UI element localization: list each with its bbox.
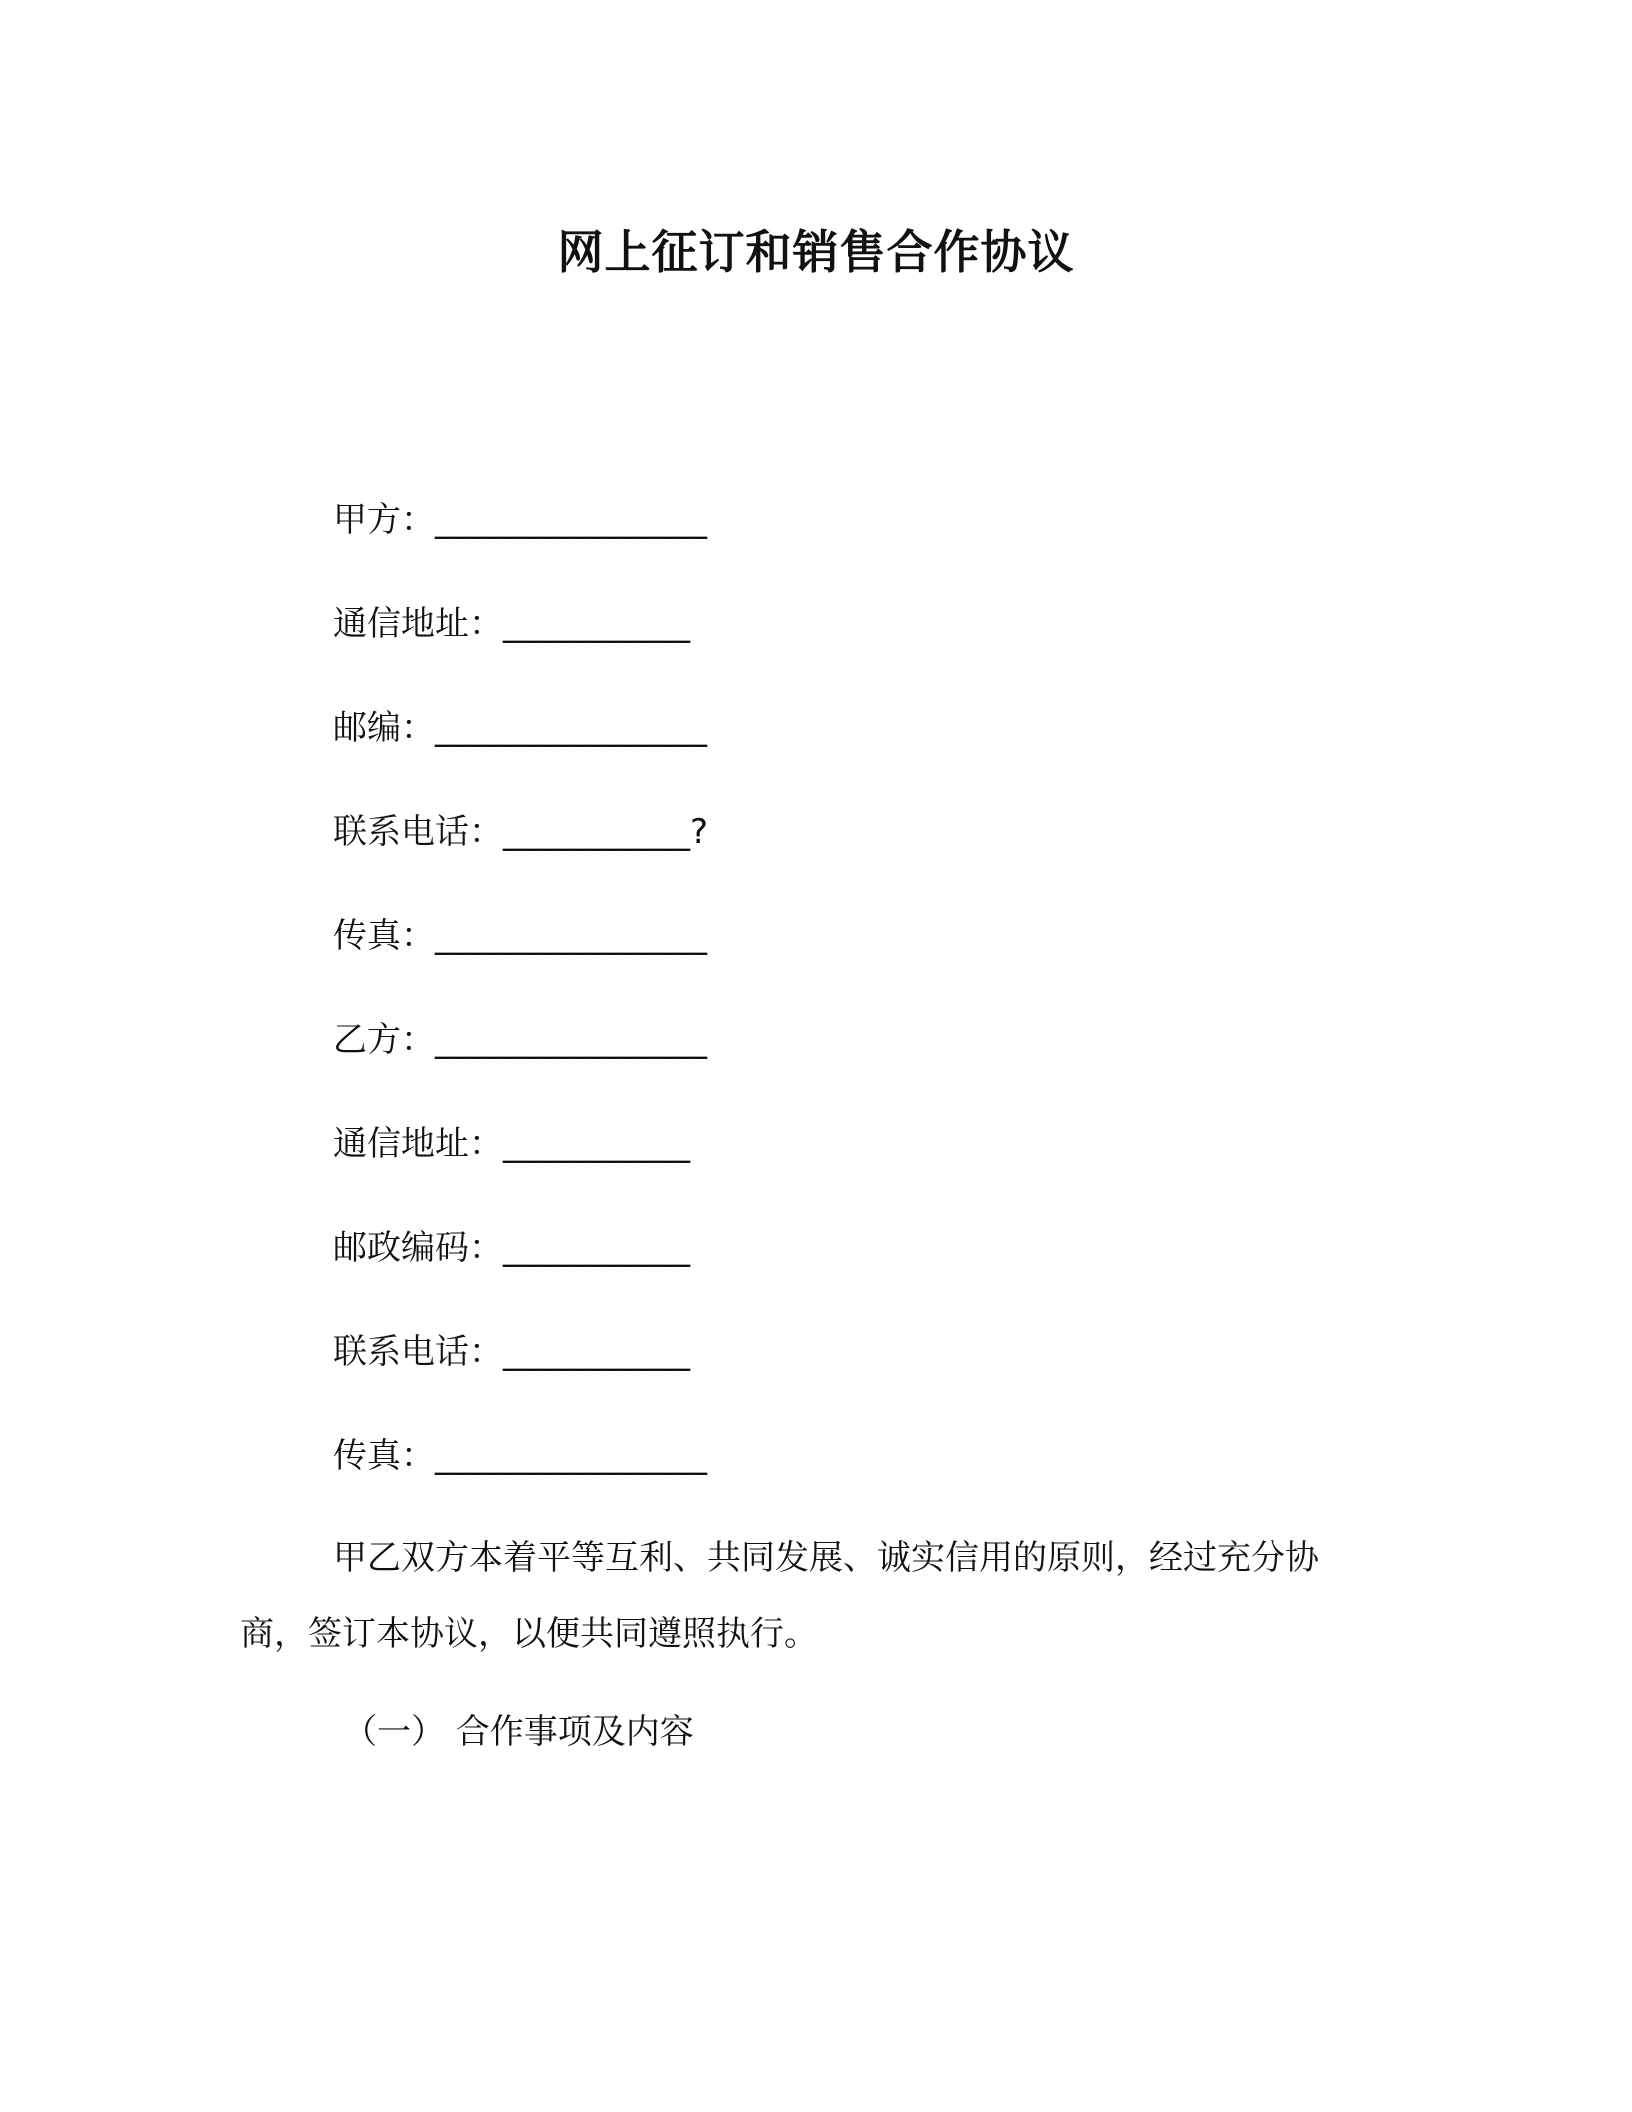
party-a-postcode-field: 邮编：________________ (333, 708, 707, 748)
party-a-address-field: 通信地址：___________ (333, 604, 690, 644)
party-a-name-field: 甲方：________________ (333, 500, 707, 540)
party-a-fax-field: 传真：________________ (333, 916, 707, 956)
party-b-phone-field: 联系电话：___________ (333, 1332, 690, 1372)
party-b-name-field: 乙方：________________ (333, 1020, 707, 1060)
intro-paragraph: 甲乙双方本着平等互利、共同发展、诚实信用的原则，经过充分协商，签订本协议，以便共同遵照执行。 (240, 1538, 1319, 1654)
section-heading: （一） 合作事项及内容 (343, 1712, 694, 1752)
party-info-fields (333, 488, 1433, 1528)
party-a-phone-field: 联系电话：___________? (333, 812, 709, 852)
party-b-postcode-field: 邮政编码：___________ (333, 1228, 690, 1268)
document-title: 网上征订和销售合作协议 (557, 225, 1075, 279)
party-b-address-field: 通信地址：___________ (333, 1124, 690, 1164)
party-b-fax-field: 传真：________________ (333, 1436, 707, 1476)
